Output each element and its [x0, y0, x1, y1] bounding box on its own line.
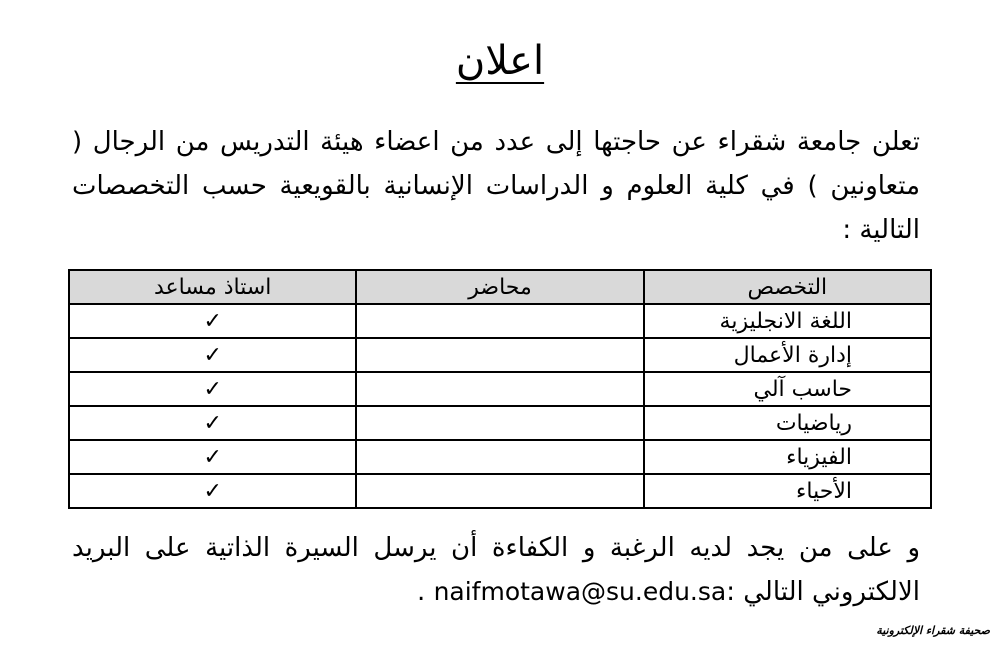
row-lecturer [356, 338, 643, 372]
intro-paragraph: تعلن جامعة شقراء عن حاجتها إلى عدد من اعضاء هيئة التدريس من الرجال ( متعاونين ) في كلية العلوم و الدراسات الإنسانية بالقويعية حسب التخصصات التالية : [72, 127, 920, 245]
outro-line-1: و على من يجد لديه الرغبة و الكفاءة أن يرسل السيرة الذاتية على البريد [72, 533, 920, 563]
checkmark-icon: ✓ [69, 338, 356, 372]
source-credit: صحيفة شقراء الإلكترونية [876, 624, 990, 637]
checkmark-icon: ✓ [69, 304, 356, 338]
row-lecturer [356, 406, 643, 440]
specialties-table [68, 269, 932, 509]
table-row [69, 440, 931, 474]
checkmark-icon: ✓ [69, 406, 356, 440]
outro-line-2-prefix: الالكتروني التالي : [726, 577, 920, 607]
header-specialty: التخصص [644, 270, 931, 304]
checkmark-icon: ✓ [69, 440, 356, 474]
table-row [69, 304, 931, 338]
checkmark-icon: ✓ [69, 372, 356, 406]
email-address: naifmotawa@su.edu.sa [433, 577, 727, 606]
outro-line-2 [72, 570, 920, 614]
outro-paragraph [72, 526, 920, 614]
announcement-title: اعلان [455, 38, 545, 84]
table-row [69, 338, 931, 372]
row-lecturer [356, 474, 643, 508]
row-specialty: اللغة الانجليزية [644, 304, 931, 338]
specialties-table-wrap [68, 269, 932, 509]
table-row [69, 406, 931, 440]
table-row [69, 372, 931, 406]
row-lecturer [356, 440, 643, 474]
header-lecturer: محاضر [356, 270, 643, 304]
row-specialty: رياضيات [644, 406, 931, 440]
checkmark-icon: ✓ [69, 474, 356, 508]
announcement-title-wrap [0, 38, 1000, 84]
row-specialty: الفيزياء [644, 440, 931, 474]
outro-line-2-suffix: . [417, 577, 434, 607]
header-assistant-professor: استاذ مساعد [69, 270, 356, 304]
row-lecturer [356, 304, 643, 338]
row-specialty: إدارة الأعمال [644, 338, 931, 372]
table-row [69, 474, 931, 508]
row-specialty: حاسب آلي [644, 372, 931, 406]
row-lecturer [356, 372, 643, 406]
row-specialty: الأحياء [644, 474, 931, 508]
table-header-row [69, 270, 931, 304]
